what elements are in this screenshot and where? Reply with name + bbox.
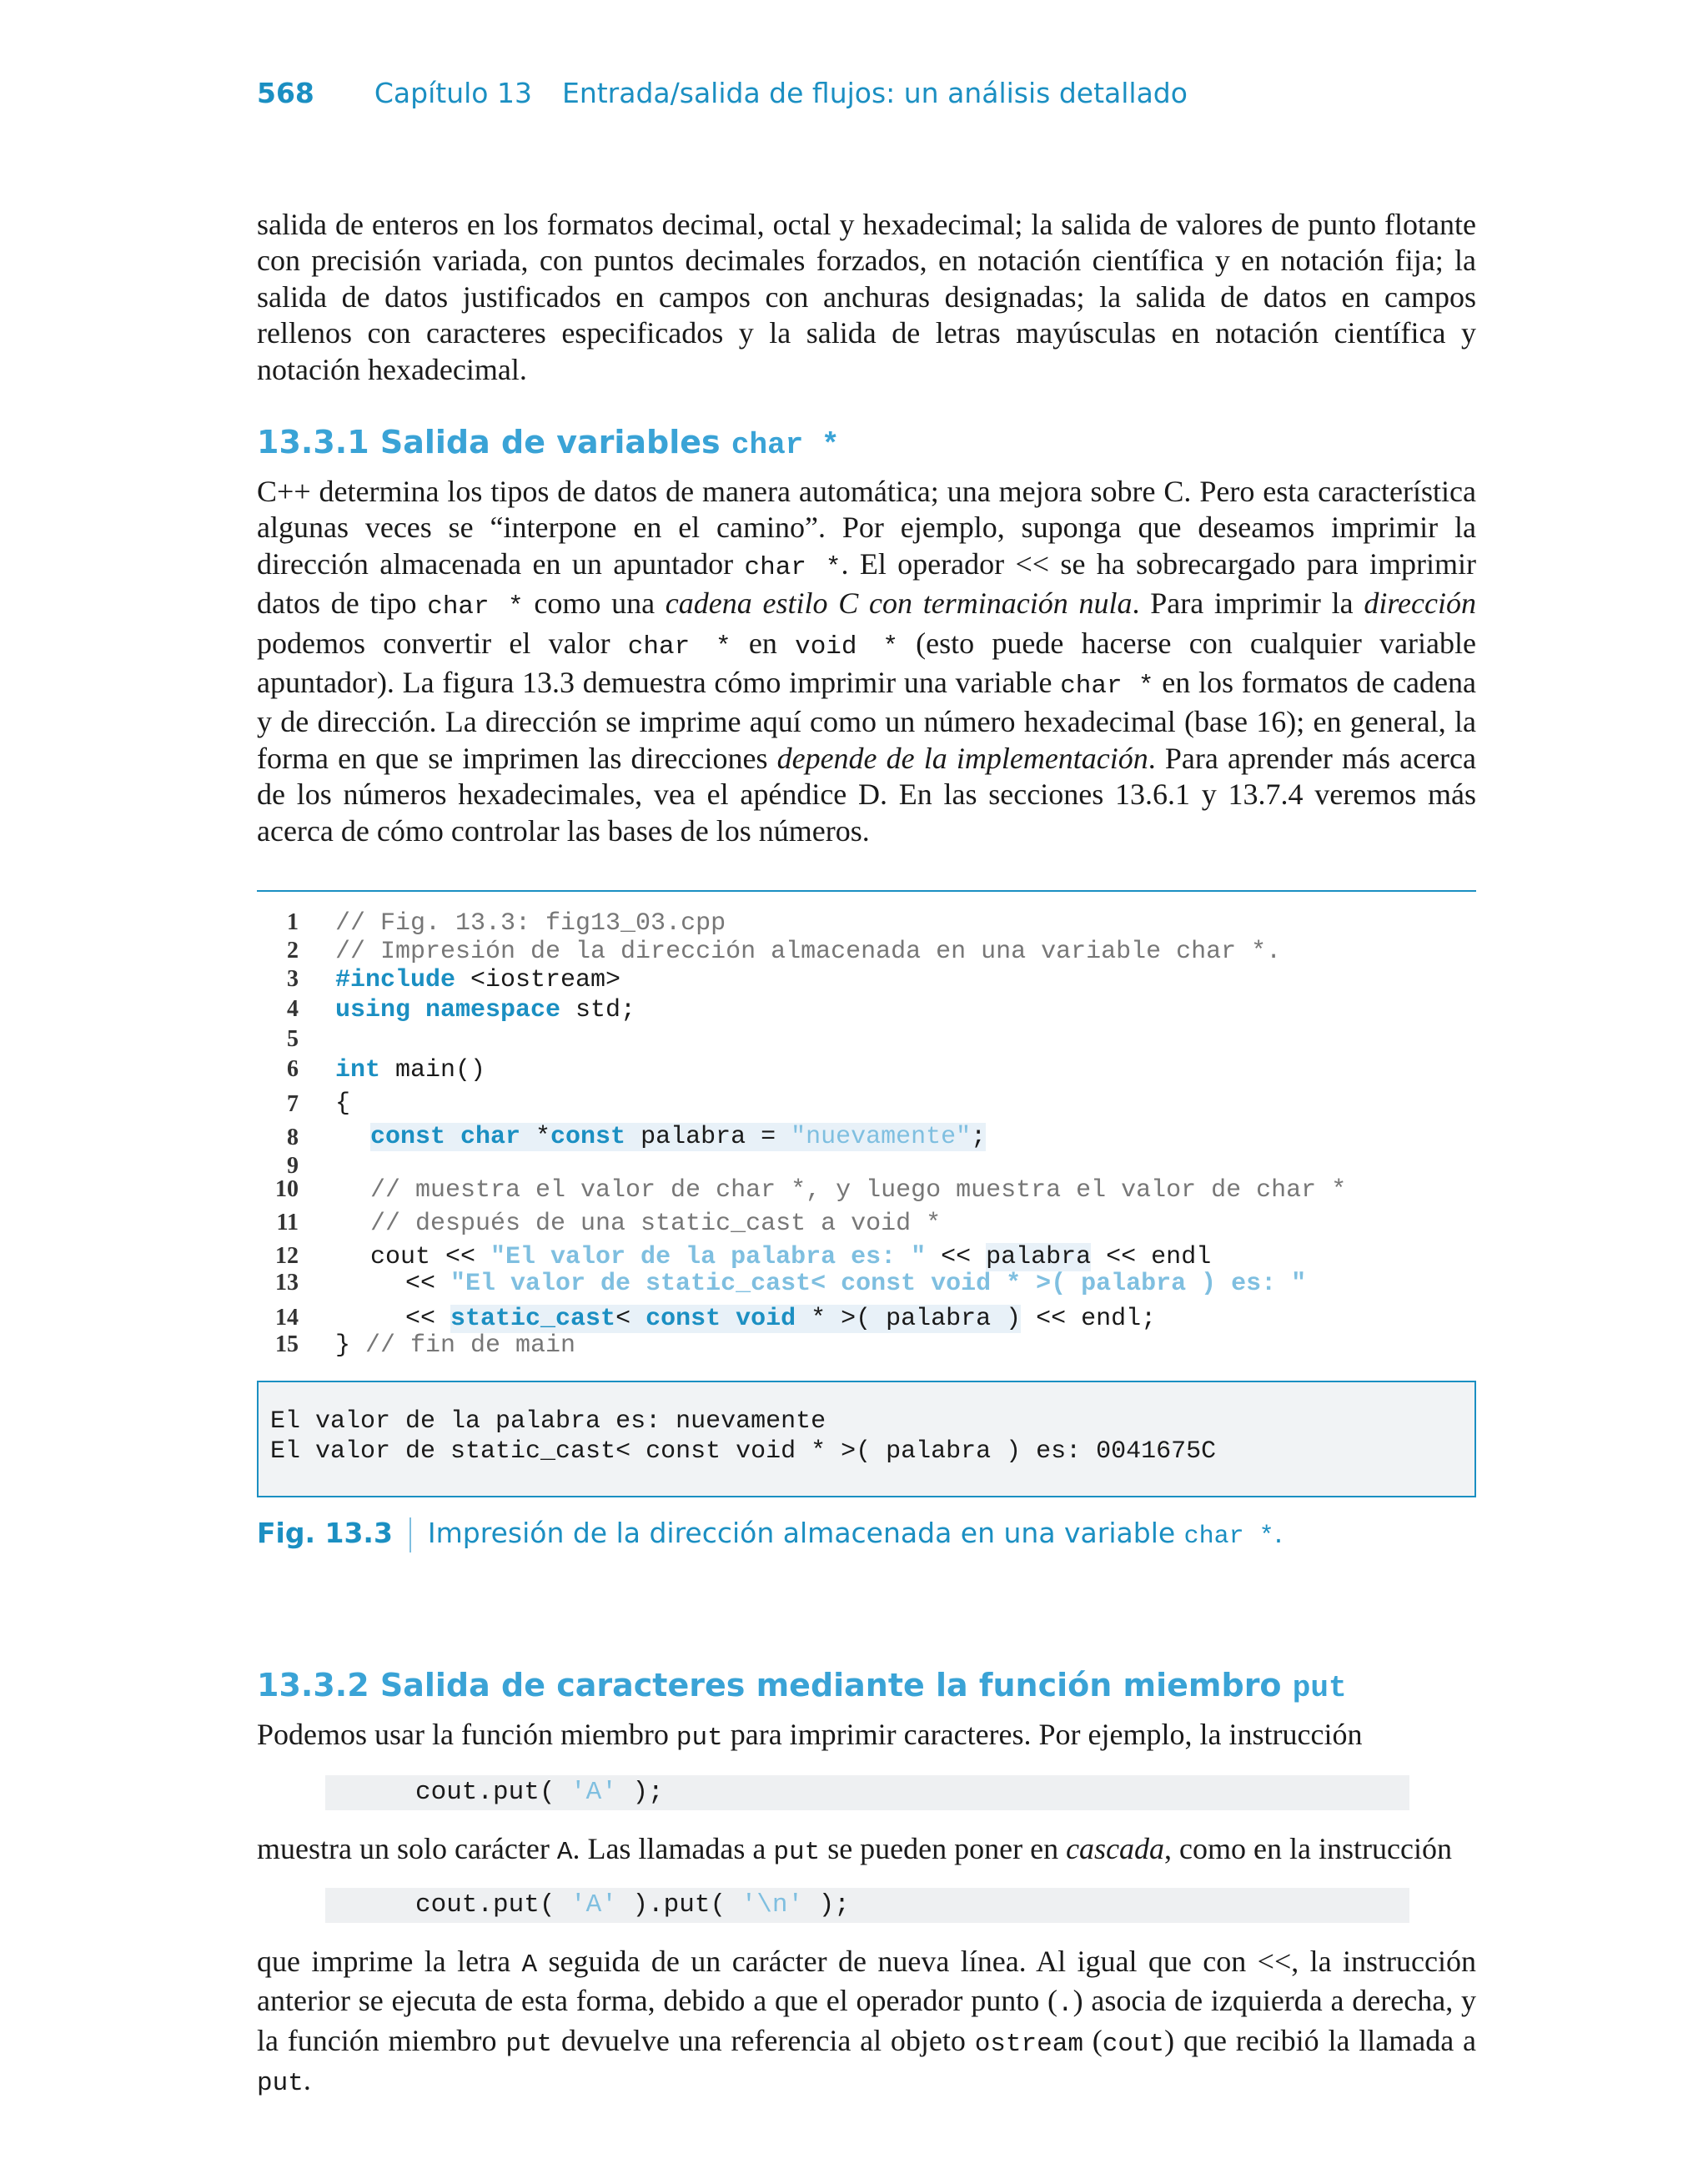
line-number: 6 <box>287 1056 299 1082</box>
line-number: 5 <box>287 1026 299 1052</box>
code-snippet-1: cout.put( 'A' ); <box>325 1775 1409 1810</box>
intro-text: salida de enteros en los formatos decimal, octal y hexadecimal; la salida de valores de punto flotante con precisión variada, con puntos decimales forzados, en notación científica y en notación fija; la salida de datos justificados en campos con anchuras designadas; la salida de datos en campos rellenos con caracteres especificados y la salida de letras mayúsculas en notación científica y notación hexadecimal. <box>257 208 1476 386</box>
page-number: 568 <box>257 77 314 109</box>
section-heading-13-3-1 <box>257 424 840 462</box>
caption-separator <box>409 1517 411 1552</box>
code-line-7: { <box>335 1090 351 1118</box>
code-line-3: #include <iostream> <box>335 966 621 994</box>
code-line-12: cout << "El valor de la palabra es: " << palabra << endl <box>370 1243 1212 1271</box>
line-number: 11 <box>276 1210 299 1235</box>
code-line-13: << "El valor de static_cast< const void * >( palabra ) es: " <box>405 1270 1307 1298</box>
line-number: 7 <box>287 1091 299 1117</box>
running-header <box>257 77 1188 109</box>
code-line-6: int main() <box>335 1056 486 1084</box>
section2-paragraph-1: Podemos usar la función miembro put para imprimir caracteres. Por ejemplo, la instrucción <box>257 1718 1363 1753</box>
line-number: 12 <box>275 1243 299 1269</box>
section2-paragraph-2: muestra un solo carácter A. Las llamadas a put se pueden poner en cascada, como en la instrucción <box>257 1832 1452 1867</box>
caption-text: Impresión de la dirección almacenada en una variable <box>427 1517 1184 1549</box>
line-number: 3 <box>287 966 299 992</box>
figure-label: Fig. 13.3 <box>257 1517 393 1549</box>
code-line-2: // Impresión de la dirección almacenada en una variable char *. <box>335 938 1282 966</box>
output-line-1: El valor de la palabra es: nuevamente <box>270 1407 826 1436</box>
code-line-1: // Fig. 13.3: fig13_03.cpp <box>335 909 726 938</box>
line-number: 4 <box>287 996 299 1022</box>
listing-top-rule <box>257 890 1476 892</box>
section1-text: C++ determina los tipos de datos de manera automática; una mejora sobre C. Pero esta característica algunas veces se “interpone en el camino”. Por ejemplo, suponga que deseamos imprimir la dirección almacenada en un apuntador char *. El operador << se ha sobrecargado para imprimir datos de tipo char * como una cadena estilo C con terminación nula. Para imprimir la dirección podemos convertir el valor char * en void * (esto puede hacerse con cualquier variable apuntador). La figura 13.3 demuestra cómo imprimir una variable char * en los formatos de cadena y de dirección. La dirección se imprime aquí como un número hexadecimal (base 16); en general, la forma en que se imprimen las direcciones depende de la implementación. Para aprender más acerca de los números hexadecimales, vea el apéndice D. En las secciones 13.6.1 y 13.7.4 veremos más acerca de cómo controlar las bases de los números. <box>257 475 1477 848</box>
section-heading-code: char * <box>731 428 840 462</box>
code-line-4: using namespace std; <box>335 996 636 1024</box>
line-number: 8 <box>287 1125 299 1150</box>
output-line-2: El valor de static_cast< const void * >( palabra ) es: 0041675C <box>270 1437 1217 1466</box>
chapter-title: Entrada/salida de flujos: un análisis detallado <box>561 77 1188 109</box>
line-number: 9 <box>287 1153 299 1179</box>
line-number: 2 <box>287 938 299 964</box>
code-line-15: } // fin de main <box>335 1331 576 1360</box>
code-line-10: // muestra el valor de char *, y luego muestra el valor de char * <box>370 1176 1347 1205</box>
code-snippet-2: cout.put( 'A' ).put( '\n' ); <box>325 1888 1409 1923</box>
line-number: 14 <box>275 1305 299 1331</box>
figure-caption: Fig. 13.3 Impresión de la dirección almacenada en una variable char *. <box>257 1517 1284 1551</box>
chapter-label: Capítulo 13 <box>374 77 532 109</box>
line-number: 10 <box>275 1176 299 1202</box>
code-line-11: // después de una static_cast a void * <box>370 1210 942 1238</box>
line-number: 15 <box>275 1331 299 1357</box>
section-heading-text: 13.3.2 Salida de caracteres mediante la función miembro <box>257 1667 1282 1703</box>
program-output <box>257 1381 1476 1497</box>
section-paragraph-13-3-1 <box>257 474 1476 849</box>
line-number: 1 <box>287 909 299 935</box>
section-heading-text: 13.3.1 Salida de variables <box>257 424 721 460</box>
code-line-8: const char *const palabra = "nuevamente"; <box>370 1123 987 1151</box>
code-line-14: << static_cast< const void * >( palabra ) << endl; <box>405 1305 1157 1333</box>
section2-paragraph-3: que imprime la letra A seguida de un carácter de nueva línea. Al igual que con <<, la instrucción anterior se ejecuta de esta forma, debido a que el operador punto (.) asocia de izquierda a derecha, y la función miembro put devuelve una referencia al objeto ostream (cout) que recibió la llamada a put. <box>257 1945 1477 2099</box>
section-heading-code: put <box>1292 1671 1347 1705</box>
section-heading-13-3-2 <box>257 1667 1347 1705</box>
caption-code: char * <box>1183 1522 1274 1551</box>
line-number: 13 <box>275 1270 299 1296</box>
intro-paragraph <box>257 207 1476 388</box>
